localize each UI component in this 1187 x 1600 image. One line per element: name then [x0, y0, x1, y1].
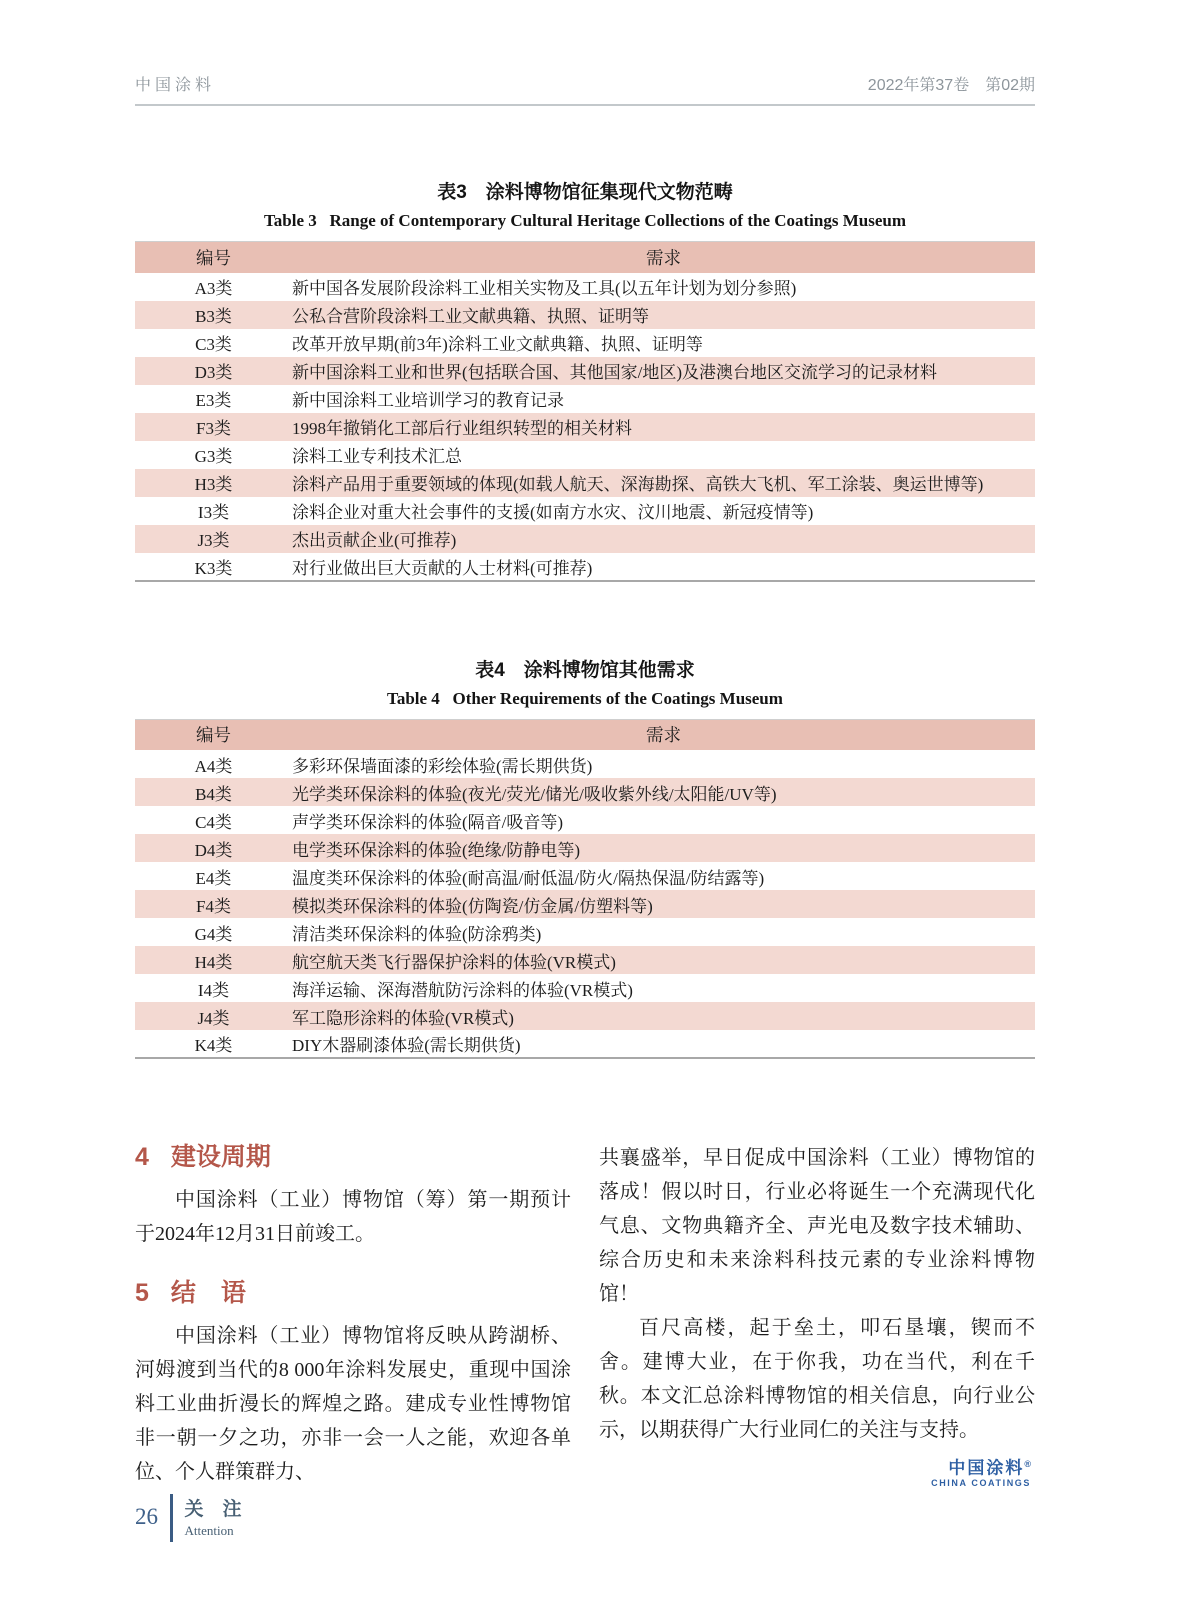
table-row — [135, 385, 1035, 413]
table-row — [135, 469, 1035, 497]
row-id-cell: J3类 — [197, 531, 230, 550]
row-id-cell: C4类 — [195, 812, 232, 832]
table3-block — [135, 180, 1035, 582]
table3-col-header-requirement: 需求 — [646, 247, 681, 268]
row-requirement-cell: 光学类环保涂料的体验(夜光/荧光/储光/吸收紫外线/太阳能/UV等) — [292, 784, 777, 804]
row-id-cell: D4类 — [194, 840, 233, 860]
table-row — [135, 750, 1035, 778]
journal-name: 中国涂料 — [135, 77, 216, 94]
section-4-title: 建设周期 — [170, 1143, 271, 1171]
table-row — [135, 834, 1035, 862]
section-5-heading — [135, 1277, 571, 1309]
table-row — [135, 862, 1035, 890]
row-id-cell: K3类 — [194, 558, 233, 578]
page-footer — [135, 1494, 242, 1542]
table-row — [135, 273, 1035, 301]
section-4-number: 4 — [135, 1143, 149, 1171]
row-requirement-cell: 对行业做出巨大贡献的人士材料(可推荐) — [292, 558, 593, 578]
table-row — [135, 778, 1035, 806]
footer-section-cn: 关 注 — [184, 1499, 242, 1520]
row-requirement-cell: 声学类环保涂料的体验(隔音/吸音等) — [292, 812, 564, 832]
row-requirement-cell: 改革开放早期(前3年)涂料工业文献典籍、执照、证明等 — [292, 335, 703, 354]
page-number: 26 — [135, 1504, 158, 1529]
section-4-paragraph: 中国涂料（工业）博物馆（筹）第一期预计于2024年12月31日前竣工。 — [135, 1189, 571, 1245]
row-requirement-cell: 军工隐形涂料的体验(VR模式) — [292, 1008, 514, 1028]
row-requirement-cell: 新中国各发展阶段涂料工业相关实物及工具(以五年计划为划分参照) — [292, 279, 797, 298]
row-id-cell: A3类 — [194, 279, 233, 298]
row-id-cell: H4类 — [194, 952, 233, 972]
issue-info: 2022年第37卷 第02期 — [867, 77, 1035, 94]
row-requirement-cell: 多彩环保墙面漆的彩绘体验(需长期供货) — [292, 756, 593, 776]
table4-title-en: Table 4 Other Requirements of the Coatings Museum — [387, 688, 783, 708]
row-requirement-cell: 温度类环保涂料的体验(耐高温/耐低温/防火/隔热保温/防结露等) — [292, 868, 765, 888]
right-column-paragraph-1: 共襄盛举，早日促成中国涂料（工业）博物馆的落成！假以时日，行业必将诞生一个充满现代化气息、文物典籍齐全、声光电及数字技术辅助、综合历史和未来涂料科技元素的专业涂料博物馆！ — [599, 1147, 1035, 1305]
table-row — [135, 974, 1035, 1002]
table-row — [135, 497, 1035, 525]
row-id-cell: B3类 — [195, 307, 232, 326]
table4-header-row — [135, 719, 1035, 750]
section-5-title: 结 语 — [170, 1279, 246, 1307]
row-requirement-cell: 1998年撤销化工部后行业组织转型的相关材料 — [292, 419, 632, 438]
row-id-cell: E4类 — [195, 868, 232, 888]
table-row — [135, 553, 1035, 581]
row-requirement-cell: 公私合营阶段涂料工业文献典籍、执照、证明等 — [292, 307, 649, 326]
table-row — [135, 1030, 1035, 1058]
row-id-cell: G4类 — [194, 924, 233, 944]
table-row — [135, 413, 1035, 441]
row-id-cell: D3类 — [194, 363, 233, 382]
section-5-paragraph: 中国涂料（工业）博物馆将反映从跨湖桥、河姆渡到当代的8 000年涂料发展史，重现中国涂料工业曲折漫长的辉煌之路。建成专业性博物馆非一朝一夕之功，亦非一会一人之能，欢迎各单位、个人群策群力、 — [135, 1325, 571, 1483]
table3-header-row — [135, 242, 1035, 273]
row-requirement-cell: 清洁类环保涂料的体验(防涂鸦类) — [292, 924, 542, 944]
row-requirement-cell: 模拟类环保涂料的体验(仿陶瓷/仿金属/仿塑料等) — [292, 896, 653, 916]
table3-title-en: Table 3 Range of Contemporary Cultural Heritage Collections of the Coatings Museum — [263, 211, 906, 230]
china-coatings-logo — [599, 1455, 1035, 1489]
table3-body — [135, 273, 1035, 581]
row-requirement-cell: 海洋运输、深海潜航防污涂料的体验(VR模式) — [292, 980, 633, 1000]
table-row — [135, 441, 1035, 469]
table-row — [135, 329, 1035, 357]
row-id-cell: K4类 — [194, 1036, 233, 1055]
row-id-cell: F4类 — [196, 896, 231, 916]
logo-en-text: CHINA COATINGS — [931, 1477, 1031, 1488]
section-4-heading — [135, 1141, 571, 1173]
footer-section-en: Attention — [184, 1523, 234, 1538]
row-requirement-cell: 航空航天类飞行器保护涂料的体验(VR模式) — [292, 952, 616, 972]
table-row — [135, 301, 1035, 329]
row-id-cell: A4类 — [194, 756, 233, 776]
table4-col-header-requirement: 需求 — [646, 725, 681, 746]
table-row — [135, 806, 1035, 834]
row-requirement-cell: 涂料产品用于重要领域的体现(如载人航天、深海勘探、高铁大飞机、军工涂装、奥运世博等) — [292, 475, 984, 494]
row-id-cell: I3类 — [197, 503, 230, 522]
row-requirement-cell: 电学类环保涂料的体验(绝缘/防静电等) — [292, 840, 581, 860]
table-row — [135, 1002, 1035, 1030]
table4-col-header-id: 编号 — [196, 725, 231, 746]
table-row — [135, 946, 1035, 974]
table4-block — [135, 658, 1035, 1060]
row-requirement-cell: 新中国涂料工业培训学习的教育记录 — [292, 391, 564, 410]
row-id-cell: H3类 — [194, 475, 233, 494]
row-id-cell: I4类 — [197, 980, 230, 1000]
right-column — [599, 1141, 1035, 1489]
row-id-cell: F3类 — [196, 419, 231, 438]
table3-col-header-id: 编号 — [196, 247, 231, 268]
logo-cn-text: 中国涂料® — [948, 1458, 1031, 1478]
table4-body — [135, 750, 1035, 1058]
row-requirement-cell: DIY木器刷漆体验(需长期供货) — [292, 1036, 521, 1055]
row-requirement-cell: 涂料企业对重大社会事件的支援(如南方水灾、汶川地震、新冠疫情等) — [292, 503, 814, 522]
table-row — [135, 525, 1035, 553]
row-id-cell: C3类 — [195, 335, 232, 354]
footer-section-label — [185, 1494, 242, 1542]
row-id-cell: E3类 — [195, 391, 232, 410]
row-requirement-cell: 新中国涂料工业和世界(包括联合国、其他国家/地区)及港澳台地区交流学习的记录材料 — [292, 363, 938, 382]
running-head — [135, 0, 1035, 106]
left-column — [135, 1141, 571, 1489]
registered-trademark-icon: ® — [1024, 1459, 1031, 1469]
table4-title-cn: 表4 涂料博物馆其他需求 — [475, 659, 695, 681]
row-id-cell: G3类 — [194, 447, 233, 466]
section-5-number: 5 — [135, 1279, 149, 1307]
table-row — [135, 357, 1035, 385]
row-id-cell: B4类 — [195, 784, 232, 804]
table-row — [135, 890, 1035, 918]
row-id-cell: J4类 — [197, 1008, 230, 1028]
row-requirement-cell: 杰出贡献企业(可推荐) — [292, 531, 457, 550]
table-row — [135, 918, 1035, 946]
article-body — [135, 1141, 1035, 1489]
table3-title-cn: 表3 涂料博物馆征集现代文物范畴 — [437, 182, 733, 203]
table3 — [135, 241, 1035, 582]
row-requirement-cell: 涂料工业专利技术汇总 — [292, 447, 462, 466]
table4 — [135, 719, 1035, 1060]
footer-divider — [170, 1494, 173, 1542]
right-column-paragraph-2: 百尺高楼，起于垒土，叩石垦壤，锲而不舍。建博大业，在于你我，功在当代，利在千秋。本文汇总涂料博物馆的相关信息，向行业公示，以期获得广大行业同仁的关注与支持。 — [599, 1317, 1035, 1441]
